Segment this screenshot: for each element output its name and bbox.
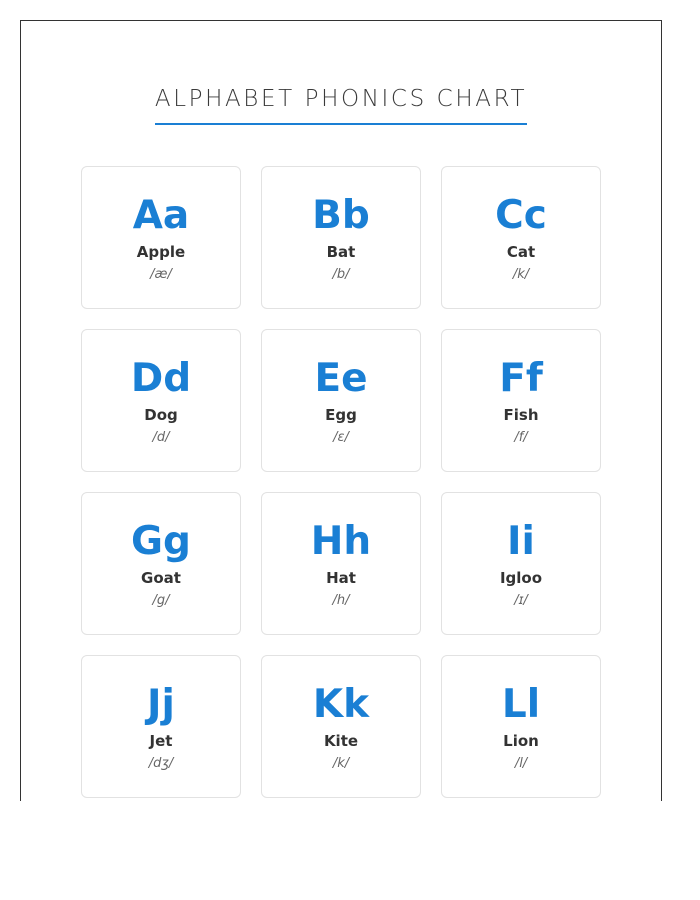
card-word: Fish [503, 406, 539, 424]
card-letter: Ii [507, 519, 535, 564]
card-sound: /l/ [514, 756, 528, 771]
card-word: Apple [136, 243, 186, 261]
card-word: Kite [323, 732, 359, 750]
card-letter: Dd [130, 356, 192, 401]
card-sound: /ɪ/ [514, 593, 528, 608]
card-sound: /æ/ [150, 267, 172, 282]
card-word: Bat [326, 243, 356, 261]
card-word: Cat [506, 243, 536, 261]
letter-card-b [261, 166, 421, 309]
card-letter: Ll [501, 682, 541, 727]
letter-card-c [441, 166, 601, 309]
page-title: ALPHABET PHONICS CHART [155, 85, 527, 125]
card-sound: /h/ [332, 593, 350, 608]
card-sound: /ɛ/ [333, 430, 349, 445]
card-letter: Jj [147, 682, 175, 727]
letter-card-i [441, 492, 601, 635]
card-letter: Aa [132, 193, 190, 238]
card-letter: Hh [310, 519, 372, 564]
card-word: Egg [325, 406, 357, 424]
letter-card-d [81, 329, 241, 472]
letter-card-h [261, 492, 421, 635]
letter-card-j [81, 655, 241, 798]
letter-card-a [81, 166, 241, 309]
card-sound: /g/ [152, 593, 170, 608]
card-sound: /k/ [512, 267, 530, 282]
letter-card-g [81, 492, 241, 635]
card-word: Goat [141, 569, 181, 587]
card-letter: Bb [312, 193, 370, 238]
card-letter: Ff [499, 356, 543, 401]
letter-card-e [261, 329, 421, 472]
card-letter: Gg [131, 519, 191, 564]
phonics-grid [81, 166, 601, 798]
title-container [21, 85, 661, 125]
chart-sheet [20, 20, 662, 801]
letter-card-f [441, 329, 601, 472]
card-word: Hat [326, 569, 356, 587]
card-letter: Cc [495, 193, 547, 238]
card-sound: /k/ [332, 756, 350, 771]
card-word: Jet [149, 732, 173, 750]
card-word: Dog [144, 406, 178, 424]
card-sound: /f/ [514, 430, 528, 445]
card-word: Lion [503, 732, 539, 750]
card-letter: Kk [312, 682, 370, 727]
card-sound: /d/ [152, 430, 170, 445]
card-letter: Ee [314, 356, 368, 401]
letter-card-l [441, 655, 601, 798]
card-sound: /dʒ/ [148, 756, 174, 771]
card-sound: /b/ [332, 267, 350, 282]
card-word: Igloo [499, 569, 543, 587]
letter-card-k [261, 655, 421, 798]
